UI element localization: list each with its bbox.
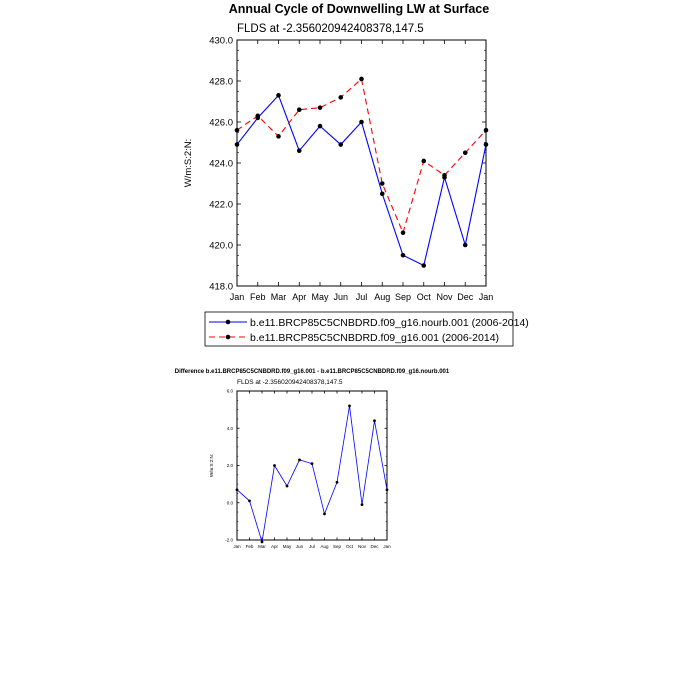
legend-marker-2 bbox=[226, 335, 231, 340]
chart1-ytick-label: 422.0 bbox=[209, 199, 233, 211]
chart1-xtick-label: Jun bbox=[333, 292, 349, 302]
chart1-xtick-label: Oct bbox=[416, 292, 431, 302]
chart1-xtick-label: Sep bbox=[394, 292, 412, 302]
legend-label-2: b.e11.BRCP85C5CNBDRD.f09_g16.001 (2006-2014) bbox=[250, 332, 500, 344]
chart2-ytick-label: 4.0 bbox=[226, 425, 233, 431]
chart1-series-2-point bbox=[442, 173, 447, 178]
chart1-series-2-point bbox=[297, 107, 302, 112]
chart2-xtick-label: Nov bbox=[357, 544, 367, 549]
chart2-xtick-label: Apr bbox=[270, 544, 279, 549]
chart1-series-1-point bbox=[297, 148, 302, 153]
chart1-series-1-point bbox=[463, 243, 468, 248]
chart1-series-2-point bbox=[380, 181, 385, 186]
chart1-series-2-point bbox=[338, 95, 343, 100]
chart2-ytick-label: -2.0 bbox=[225, 537, 233, 543]
chart2-series-1-point bbox=[323, 513, 326, 516]
chart2-xtick-label: Oct bbox=[345, 544, 354, 549]
legend-marker-1 bbox=[226, 320, 231, 325]
chart2-series-1-point bbox=[348, 405, 351, 408]
chart2-series-1-point bbox=[373, 419, 376, 422]
chart2-ytick-label: 0.0 bbox=[226, 500, 233, 506]
chart2-xtick-label: May bbox=[282, 544, 292, 549]
legend-label-1: b.e11.BRCP85C5CNBDRD.f09_g16.nourb.001 (2006-2014) bbox=[250, 317, 529, 329]
chart2-xtick-label: Jan bbox=[383, 544, 391, 549]
chart1-series-1-point bbox=[401, 253, 406, 258]
chart1-series-2-point bbox=[276, 134, 281, 139]
chart1-xtick-label: Apr bbox=[292, 292, 307, 302]
chart1-series-2-point bbox=[463, 150, 468, 155]
chart2-ylabel: W/m:S:2:N: bbox=[209, 453, 214, 478]
chart1-ytick-label: 420.0 bbox=[209, 240, 233, 252]
chart1-series-2-point bbox=[421, 159, 426, 164]
chart2-xtick-label: Sep bbox=[332, 544, 342, 549]
chart1-series-2-point bbox=[484, 128, 489, 133]
chart2-xtick-label: Mar bbox=[258, 544, 266, 549]
chart1-series-1-point bbox=[359, 120, 364, 125]
chart2-series-1-point bbox=[336, 481, 339, 484]
chart2-ytick-label: 6.0 bbox=[226, 388, 233, 394]
chart1-series-1-point bbox=[421, 263, 426, 268]
main-title: Annual Cycle of Downwelling LW at Surface bbox=[228, 2, 490, 16]
chart1-ytick-label: 426.0 bbox=[209, 117, 233, 129]
chart2-plot-frame bbox=[237, 391, 387, 540]
chart1-series-2-point bbox=[235, 128, 240, 133]
chart1-series-2-point bbox=[255, 114, 260, 119]
chart2-series-1-point bbox=[248, 499, 251, 502]
chart1-ytick-label: 430.0 bbox=[209, 35, 233, 47]
chart2-xtick-label: Aug bbox=[320, 544, 329, 549]
chart2-xtick-label: Jun bbox=[295, 544, 304, 549]
chart2-series-1-point bbox=[386, 488, 389, 491]
chart1-ytick-label: 424.0 bbox=[209, 158, 233, 170]
chart2-series-1-point bbox=[236, 488, 239, 491]
chart1-xtick-label: Mar bbox=[270, 292, 287, 302]
chart2-series-1-point bbox=[273, 464, 276, 467]
chart2-series-1-line bbox=[237, 406, 387, 542]
chart1-xtick-label: Jan bbox=[229, 292, 245, 302]
chart1-series-2-point bbox=[359, 77, 364, 82]
chart2-series-1-point bbox=[311, 462, 314, 465]
chart1-xtick-label: Jul bbox=[355, 292, 368, 302]
chart2-xtick-label: Jul bbox=[309, 544, 315, 549]
chart1-ytick-label: 418.0 bbox=[209, 281, 233, 293]
chart2-xtick-label: Feb bbox=[245, 544, 254, 549]
chart2-series-1-point bbox=[361, 503, 364, 506]
chart2-series-1-point bbox=[286, 485, 289, 488]
chart1-subtitle: FLDS at -2.356020942408378,147.5 bbox=[237, 23, 424, 35]
chart1-xtick-label: May bbox=[311, 292, 329, 302]
chart1-series-1-point bbox=[380, 191, 385, 196]
chart2-title: Difference b.e11.BRCP85C5CNBDRD.f09_g16.001 - b.e11.BRCP85C5CNBDRD.f09_g16.nourb.001 bbox=[174, 369, 450, 375]
chart1-series-1-point bbox=[338, 142, 343, 147]
chart2-subtitle: FLDS at -2.356020942408378,147.5 bbox=[237, 379, 343, 386]
chart1-series-1-point bbox=[235, 142, 240, 147]
chart1-series-2-point bbox=[318, 105, 323, 110]
chart1-ytick-label: 428.0 bbox=[209, 76, 233, 88]
chart2-xtick-label: Dec bbox=[370, 544, 379, 549]
chart2-ytick-label: 2.0 bbox=[226, 463, 233, 469]
chart1-series-1-point bbox=[276, 93, 281, 98]
chart1-xtick-label: Aug bbox=[374, 292, 391, 302]
chart2-xtick-label: Jan bbox=[233, 544, 241, 549]
chart1-series-2-point bbox=[401, 230, 406, 235]
chart2-series-1-point bbox=[261, 540, 264, 543]
chart1-series-2-line bbox=[237, 79, 486, 233]
chart1-series-1-point bbox=[318, 124, 323, 129]
chart1-xtick-label: Jan bbox=[478, 292, 494, 302]
chart1-xtick-label: Feb bbox=[249, 292, 266, 302]
chart1-xtick-label: Nov bbox=[436, 292, 453, 302]
chart1-ylabel: W/m:S:2:N: bbox=[183, 138, 194, 188]
chart2-series-1-point bbox=[298, 459, 301, 462]
chart1-series-1-point bbox=[484, 142, 489, 147]
chart1-xtick-label: Dec bbox=[457, 292, 474, 302]
